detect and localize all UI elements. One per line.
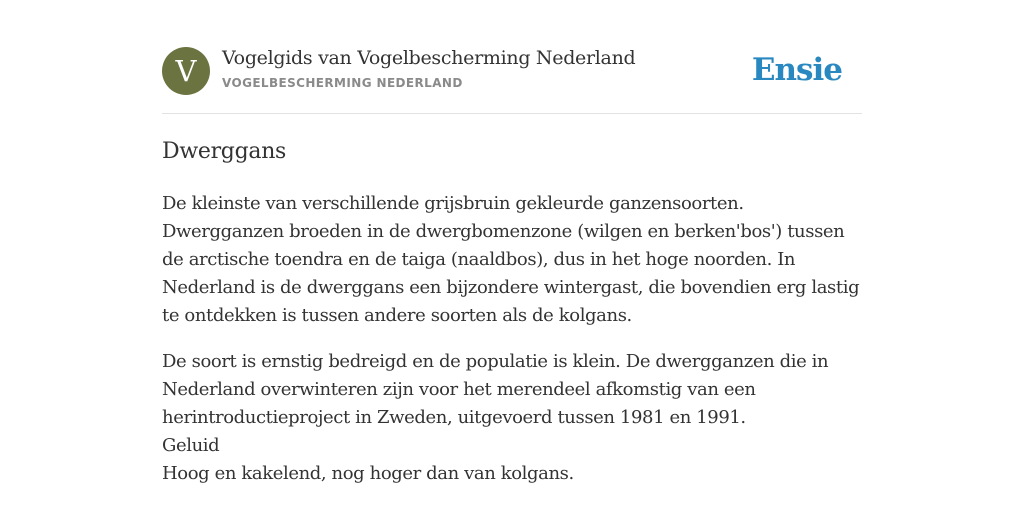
sound-text: Hoog en kakelend, nog hoger dan van kolgans. (162, 463, 574, 484)
ensie-logo[interactable]: Ensie (751, 52, 842, 88)
entry-paragraph-2-text: De soort is ernstig bedreigd en de populatie is klein. De dwergganzen die in Nederland overwinteren zijn voor het merendeel afkomstig van een herintroductieproject in Zweden, uitgevoerd tussen 1981 en 1991. (162, 351, 829, 428)
source-header (162, 46, 862, 96)
source-publisher[interactable]: VOGELBESCHERMING NEDERLAND (222, 76, 463, 90)
entry-card (162, 0, 862, 512)
entry-body (162, 190, 862, 506)
header-divider (162, 113, 862, 114)
sound-heading: Geluid (162, 435, 220, 456)
source-avatar[interactable]: V (162, 47, 210, 95)
source-title-link[interactable]: Vogelgids van Vogelbescherming Nederland (222, 47, 636, 69)
entry-paragraph-1: De kleinste van verschillende grijsbruin gekleurde ganzensoorten. Dwergganzen broeden in de dwergbomenzone (wilgen en berken'bos') tussen de arctische toendra en de taiga (naaldbos), dus in het hoge noorden. In Nederland is de dwerggans een bijzondere wintergast, die bovendien erg lastig te ontdekken is tussen andere soorten als de kolgans. (162, 193, 860, 326)
entry-paragraph-2 (162, 348, 862, 488)
entry-title: Dwerggans (162, 139, 287, 164)
